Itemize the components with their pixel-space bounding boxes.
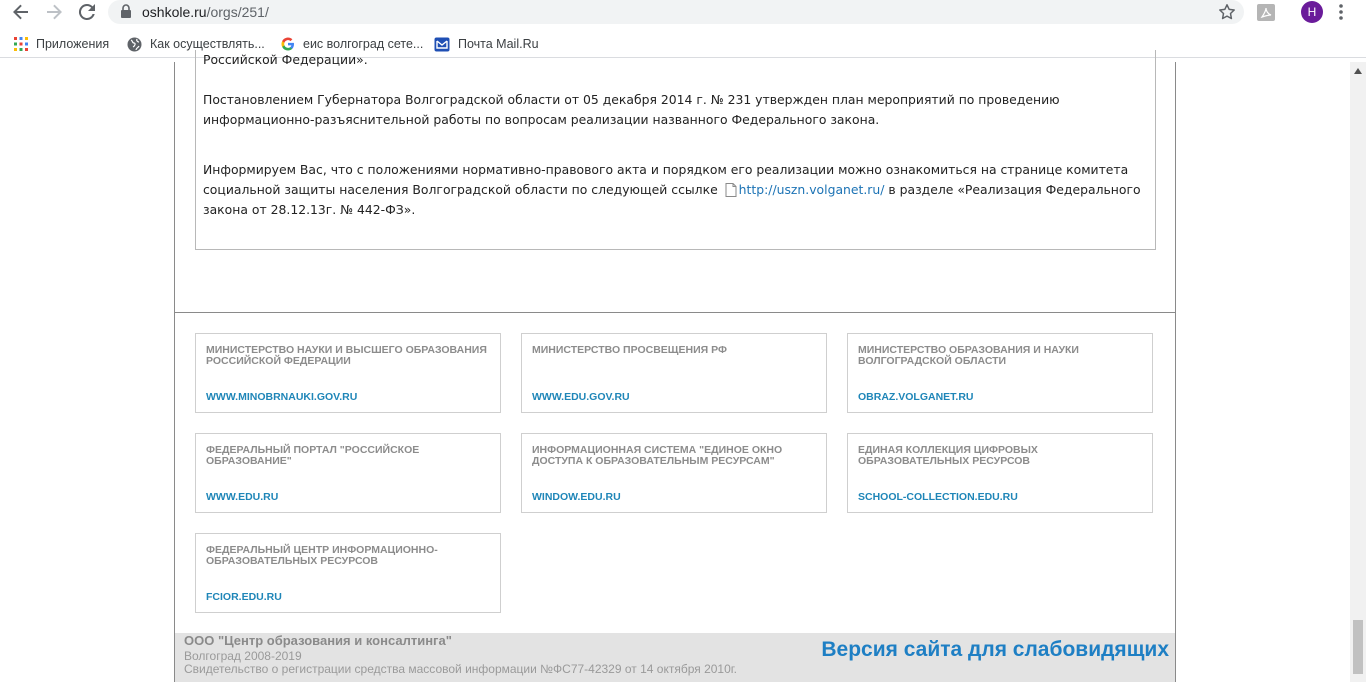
card-title: ФЕДЕРАЛЬНЫЙ ЦЕНТР ИНФОРМАЦИОННО-ОБРАЗОВАТЕЛЬНЫХ РЕСУРСОВ bbox=[206, 544, 438, 567]
lock-icon bbox=[120, 4, 132, 18]
scroll-up-arrow-icon[interactable] bbox=[1354, 68, 1362, 74]
bookmark-label: еис волгоград сете... bbox=[303, 37, 424, 51]
card-title: МИНИСТЕРСТВО НАУКИ И ВЫСШЕГО ОБРАЗОВАНИЯ РОССИЙСКОЙ ФЕДЕРАЦИИ bbox=[206, 344, 487, 367]
card-url[interactable]: WWW.MINOBRNAUKI.GOV.RU bbox=[206, 391, 358, 403]
bookmark-label: Приложения bbox=[36, 37, 110, 51]
paragraph-intro-tail: Российской Федерации». bbox=[203, 52, 368, 67]
browser-toolbar bbox=[0, 0, 1366, 26]
link-card-edu-gov[interactable] bbox=[521, 333, 827, 413]
footer-certificate: Свидетельство о регистрации средства массовой информации №ФС77-42329 от 14 октября 2010г. bbox=[184, 662, 738, 676]
footer-org-name: ООО "Центр образования и консалтинга" bbox=[184, 633, 452, 648]
google-icon bbox=[281, 37, 295, 51]
page-container bbox=[174, 52, 1176, 682]
star-icon[interactable] bbox=[1218, 3, 1236, 21]
bookmark-apps[interactable] bbox=[14, 35, 109, 53]
arrow-left-icon bbox=[12, 3, 30, 21]
link-card-fcior[interactable] bbox=[195, 533, 501, 613]
apps-grid-icon bbox=[14, 37, 28, 51]
card-url[interactable]: WWW.EDU.GOV.RU bbox=[532, 391, 630, 403]
card-url[interactable]: WINDOW.EDU.RU bbox=[532, 491, 621, 503]
more-menu-icon[interactable] bbox=[1338, 3, 1344, 21]
file-icon bbox=[725, 183, 737, 197]
link-card-minobrnauki[interactable] bbox=[195, 333, 501, 413]
link-card-school-collection[interactable] bbox=[847, 433, 1153, 513]
card-url[interactable]: SCHOOL-COLLECTION.EDU.RU bbox=[858, 491, 1018, 503]
profile-avatar[interactable]: Н bbox=[1301, 1, 1323, 23]
inform-text-before: Информируем Вас, что с положениями нормативно-правового акта и порядком его реализации можно ознакомиться на странице комитета социальной защиты населения Волгоградской области по следующей ссылке bbox=[203, 162, 1129, 197]
vertical-scrollbar[interactable] bbox=[1350, 62, 1366, 682]
footer-years: Волгоград 2008-2019 bbox=[184, 649, 302, 663]
arrow-right-icon bbox=[45, 3, 63, 21]
paragraph-decree: Постановлением Губернатора Волгоградской области от 05 декабря 2014 г. № 231 утвержден план мероприятий по проведению информационно-разъяснительной работы по вопросам реализации названного Федерального закона. bbox=[203, 92, 1060, 127]
inform-text-after: в разделе «Реализация Федерального закона от 28.12.13г. № 442-ФЗ». bbox=[203, 182, 1141, 217]
pdf-extension-icon[interactable] bbox=[1257, 4, 1275, 21]
bookmark-label: Почта Mail.Ru bbox=[458, 37, 539, 51]
card-title: МИНИСТЕРСТВО ПРОСВЕЩЕНИЯ РФ bbox=[532, 344, 727, 356]
card-title: ЕДИНАЯ КОЛЛЕКЦИЯ ЦИФРОВЫХ ОБРАЗОВАТЕЛЬНЫХ РЕСУРСОВ bbox=[858, 444, 1038, 467]
section-divider bbox=[175, 312, 1175, 313]
back-button[interactable] bbox=[9, 1, 33, 23]
paragraph-inform bbox=[203, 160, 1149, 220]
bookmark-label: Как осуществлять... bbox=[150, 37, 265, 51]
reload-icon bbox=[78, 3, 96, 21]
card-title: ИНФОРМАЦИОННАЯ СИСТЕМА "ЕДИНОЕ ОКНО ДОСТУПА К ОБРАЗОВАТЕЛЬНЫМ РЕСУРСАМ" bbox=[532, 444, 783, 467]
link-card-edu-ru[interactable] bbox=[195, 433, 501, 513]
card-url[interactable]: OBRAZ.VOLGANET.RU bbox=[858, 391, 974, 403]
address-bar[interactable] bbox=[108, 0, 1244, 24]
uszn-link[interactable]: http://uszn.volganet.ru/ bbox=[738, 182, 885, 197]
card-url[interactable]: FCIOR.EDU.RU bbox=[206, 591, 282, 603]
card-url[interactable]: WWW.EDU.RU bbox=[206, 491, 279, 503]
accessible-version-link[interactable]: Версия сайта для слабовидящих bbox=[821, 638, 1169, 661]
link-card-window-edu[interactable] bbox=[521, 433, 827, 513]
card-title: ФЕДЕРАЛЬНЫЙ ПОРТАЛ "РОССИЙСКОЕ ОБРАЗОВАНИЕ" bbox=[206, 444, 420, 467]
page-viewport bbox=[0, 52, 1350, 682]
link-card-obraz-volganet[interactable] bbox=[847, 333, 1153, 413]
forward-button[interactable] bbox=[42, 1, 66, 23]
reload-button[interactable] bbox=[75, 1, 99, 23]
globe-icon bbox=[127, 37, 142, 52]
card-title: МИНИСТЕРСТВО ОБРАЗОВАНИЯ И НАУКИ ВОЛГОГРАДСКОЙ ОБЛАСТИ bbox=[858, 344, 1079, 367]
url-text: oshkole.ru/orgs/251/ bbox=[142, 4, 269, 20]
scrollbar-thumb[interactable] bbox=[1353, 620, 1363, 674]
site-footer bbox=[175, 633, 1175, 682]
article-box bbox=[195, 50, 1156, 250]
